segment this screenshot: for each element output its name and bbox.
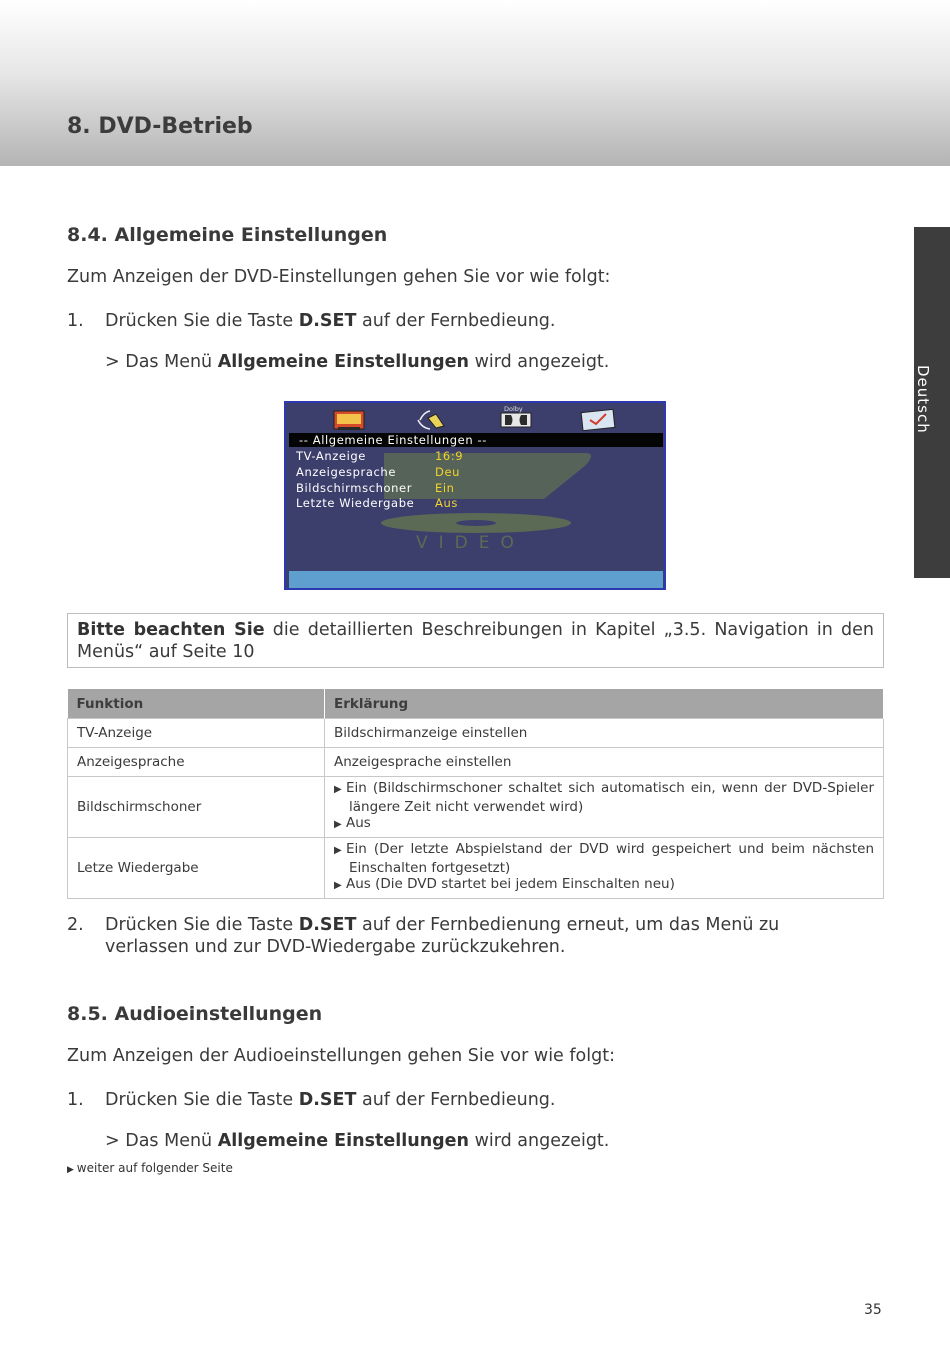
step-1-result: > Das Menü Allgemeine Einstellungen wird angezeigt.: [105, 1131, 610, 1151]
table-row: [68, 719, 884, 748]
note-emphasis: Bitte beachten Sie: [77, 620, 265, 640]
table-header-cell: Erklärung: [325, 689, 884, 719]
section-8-4-intro: Zum Anzeigen der DVD-Einstellungen gehen Sie vor wie folgt:: [67, 267, 611, 287]
side-tab-label: Deutsch: [914, 365, 932, 434]
chapter-title: 8. DVD-Betrieb: [67, 114, 253, 139]
bullet-triangle-icon: ▶: [334, 845, 342, 857]
page-number: 35: [864, 1302, 882, 1318]
bullet-triangle-icon: ▶: [334, 819, 342, 831]
osd-status-bar: [289, 571, 663, 588]
key-name: D.SET: [298, 1090, 357, 1110]
section-heading-8-5: 8.5. Audioeinstellungen: [67, 1003, 323, 1025]
table-header-row: [68, 689, 884, 719]
section-8-5-intro: Zum Anzeigen der Audioeinstellungen gehen Sie vor wie folgt:: [67, 1046, 615, 1066]
explanation-cell: [325, 777, 884, 838]
osd-row-label: Anzeigesprache: [296, 465, 396, 479]
osd-row-label: TV-Anzeige: [296, 449, 366, 463]
osd-row-label: Bildschirmschoner: [296, 481, 413, 495]
note-box: [67, 613, 884, 668]
step-number: 1.: [67, 1090, 84, 1110]
tv-settings-icon: [332, 408, 368, 432]
function-cell: Bildschirmschoner: [68, 777, 325, 838]
osd-row-value: 16:9: [435, 449, 464, 463]
menu-name: Allgemeine Einstellungen: [217, 1131, 470, 1151]
note-text: die detaillierten Beschreibungen in Kapitel „3.5. Navigation in den Menüs“ auf Seite 10: [77, 620, 875, 662]
arrow-right-icon: ▶: [67, 1165, 77, 1175]
video-watermark-text: VIDEO: [416, 533, 525, 553]
audio-settings-icon: [414, 408, 454, 432]
bullet-line: ▶ Ein (Der letzte Abspielstand der DVD wird gespeichert und beim nächsten Einschalten fortgesetzt): [334, 841, 874, 876]
header-band: [0, 0, 950, 166]
bullet-line: ▶ Ein (Bildschirmschoner schaltet sich automatisch ein, wenn der DVD-Spieler längere Zeit nicht verwendet wird): [334, 780, 874, 815]
step-number: 1.: [67, 311, 84, 331]
osd-row-value: Deu: [435, 465, 461, 479]
bullet-line: ▶ Aus: [334, 815, 874, 834]
preferences-icon: [578, 408, 618, 432]
osd-menu-screenshot: [284, 401, 666, 590]
step-2-text-continued: verlassen und zur DVD-Wiedergabe zurückzukehren.: [105, 937, 566, 957]
osd-row-value: Ein: [435, 481, 455, 495]
osd-row-value: Aus: [435, 496, 458, 510]
step-2-text: Drücken Sie die Taste D.SET auf der Fernbedienung erneut, um das Menü zu: [105, 915, 780, 935]
osd-row-label: Letzte Wiedergabe: [296, 496, 415, 510]
bullet-triangle-icon: ▶: [334, 784, 342, 796]
table-row: [68, 748, 884, 777]
section-heading-8-4: 8.4. Allgemeine Einstellungen: [67, 224, 388, 246]
step-1-text: Drücken Sie die Taste D.SET auf der Fernbedieung.: [105, 311, 556, 331]
function-table: [67, 689, 884, 899]
explanation-cell: Bildschirmanzeige einstellen: [325, 719, 884, 748]
function-cell: TV-Anzeige: [68, 719, 325, 748]
table-header-cell: Funktion: [68, 689, 325, 719]
menu-name: Allgemeine Einstellungen: [217, 352, 470, 372]
bullet-line: ▶ Aus (Die DVD startet bei jedem Einschalten neu): [334, 876, 874, 895]
dolby-label: Dolby: [504, 405, 523, 413]
language-side-tab: [914, 227, 950, 578]
table-row: [68, 838, 884, 899]
step-1-result: > Das Menü Allgemeine Einstellungen wird angezeigt.: [105, 352, 610, 372]
explanation-cell: Anzeigesprache einstellen: [325, 748, 884, 777]
step-1-text: Drücken Sie die Taste D.SET auf der Fernbedieung.: [105, 1090, 556, 1110]
table-row: [68, 777, 884, 838]
key-name: D.SET: [298, 915, 357, 935]
dolby-settings-icon: [500, 412, 532, 428]
function-cell: Letze Wiedergabe: [68, 838, 325, 899]
bullet-triangle-icon: ▶: [334, 880, 342, 892]
explanation-cell: [325, 838, 884, 899]
continued-footnote: ▶ weiter auf folgender Seite: [67, 1161, 233, 1175]
step-number: 2.: [67, 915, 84, 935]
key-name: D.SET: [298, 311, 357, 331]
function-cell: Anzeigesprache: [68, 748, 325, 777]
osd-menu-title: -- Allgemeine Einstellungen --: [289, 433, 663, 447]
